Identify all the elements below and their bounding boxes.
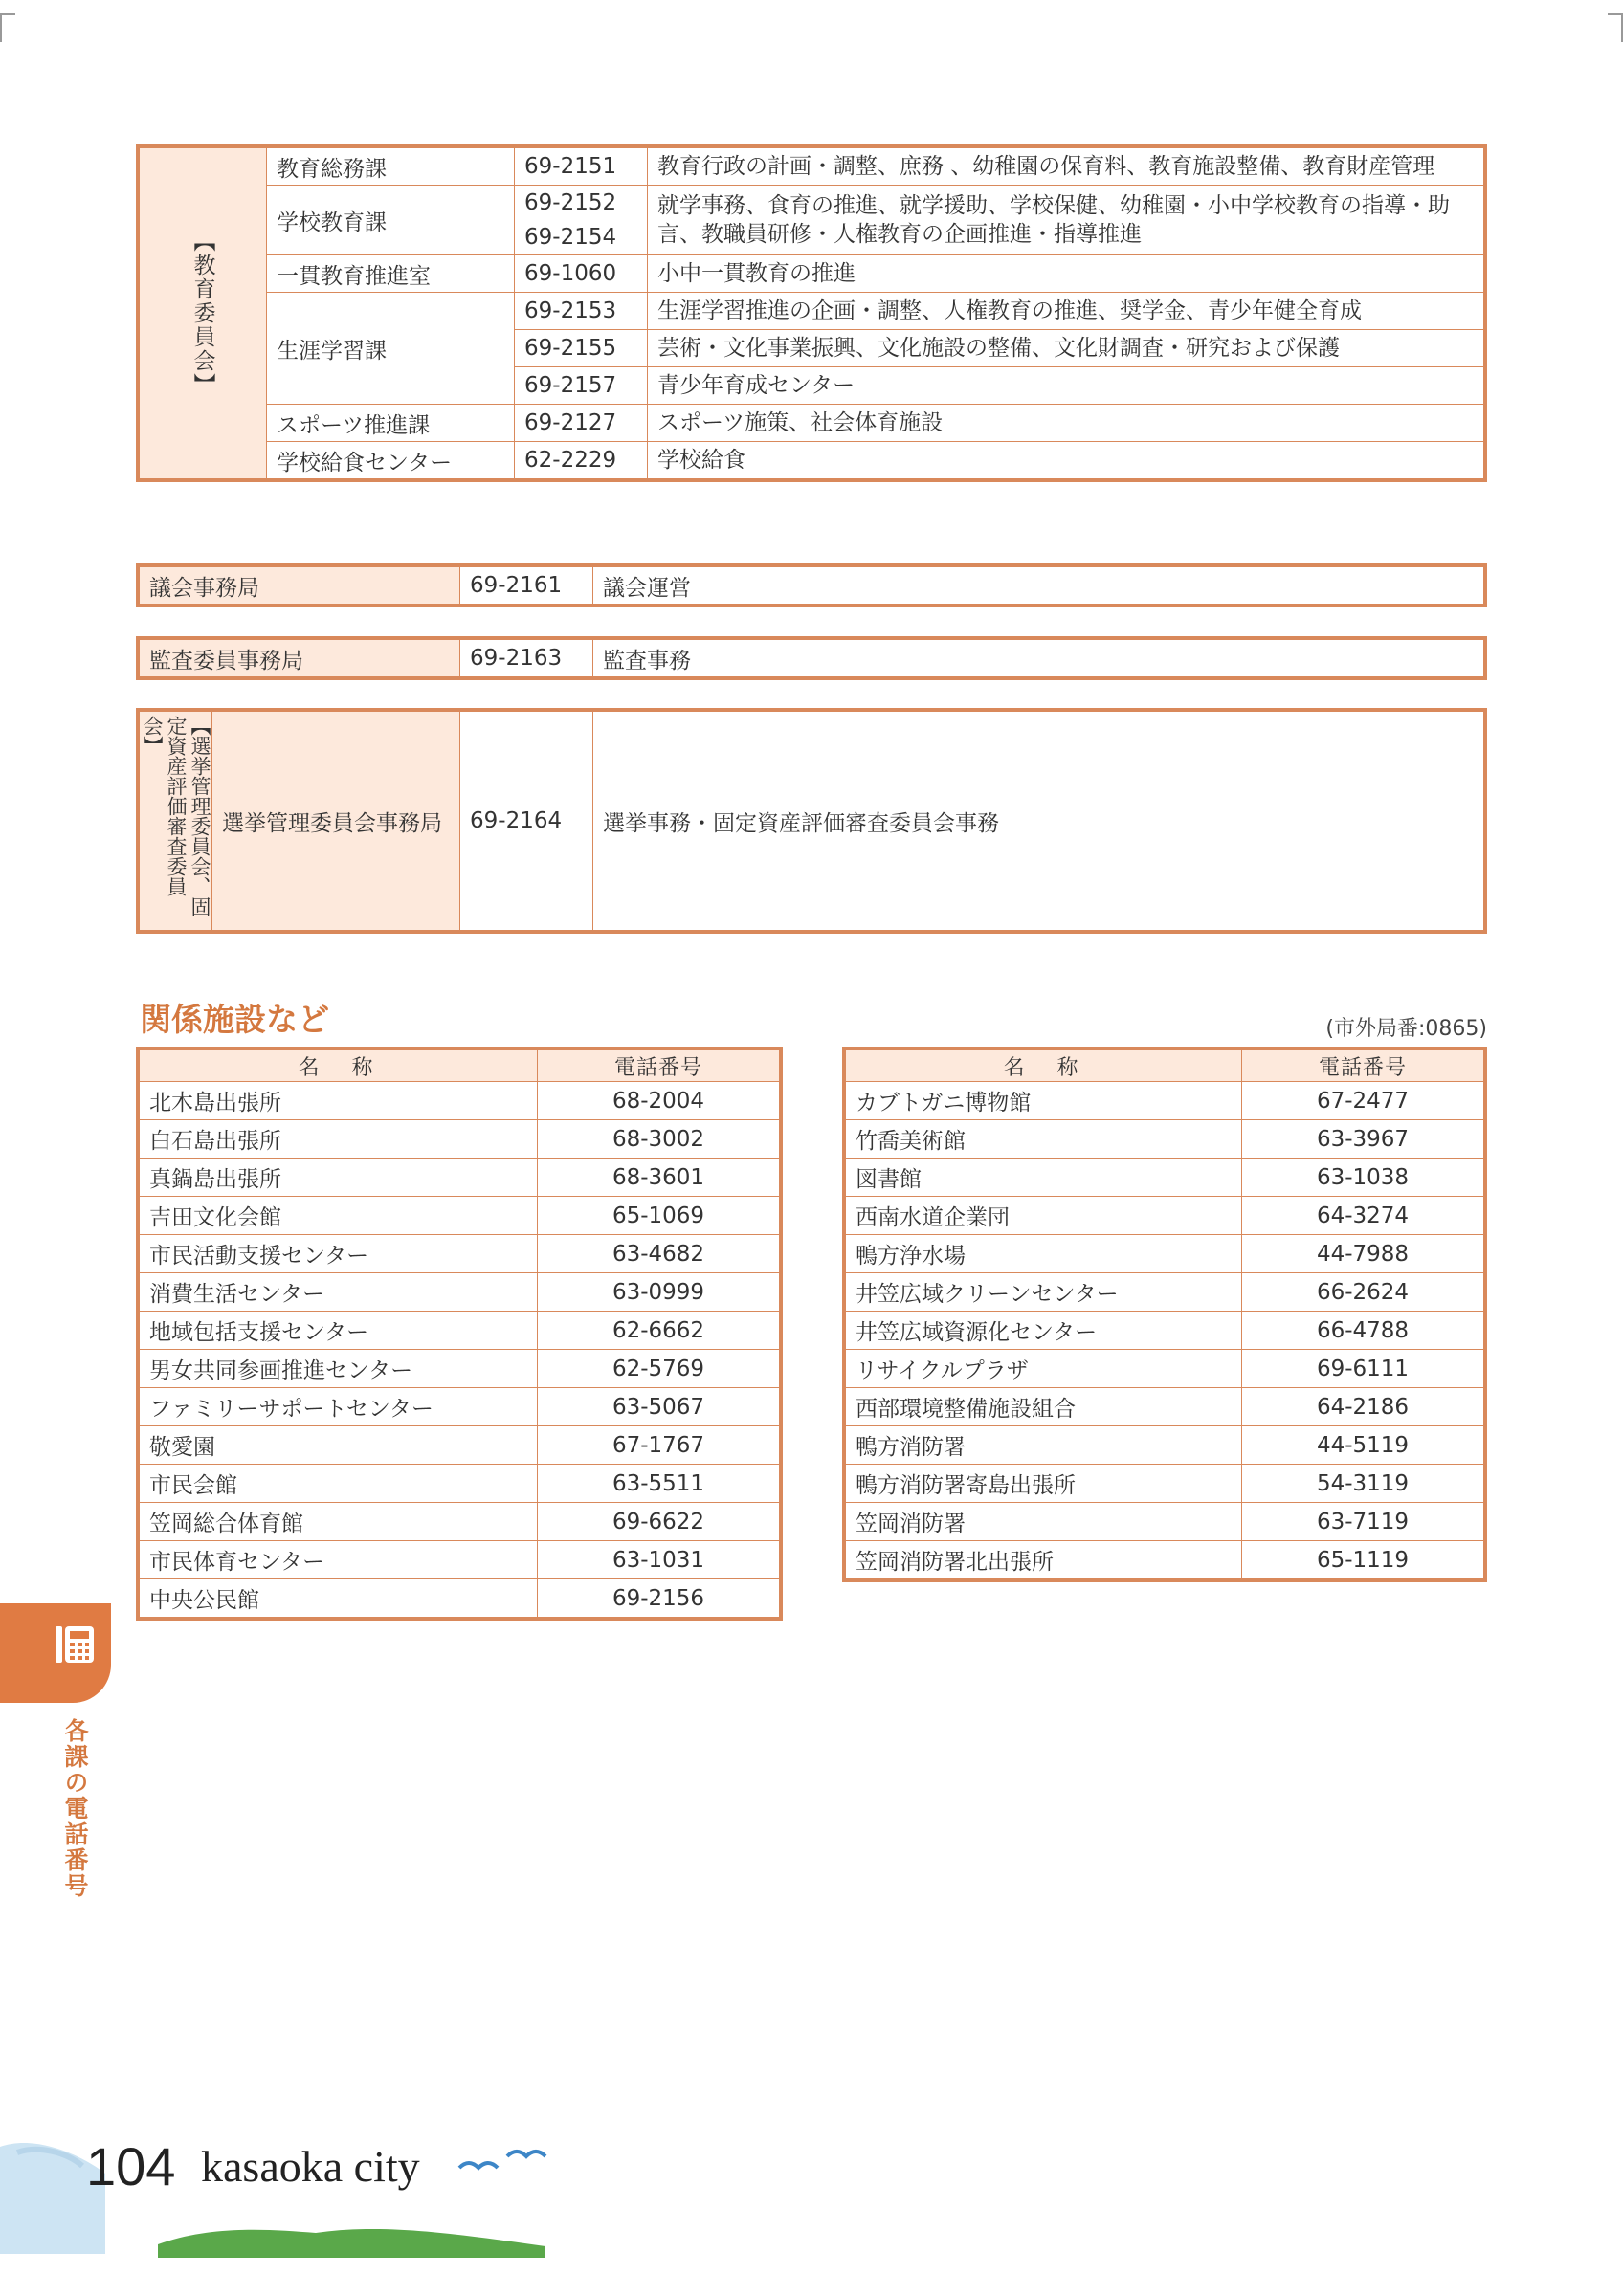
dept-name: 選挙管理委員会事務局 bbox=[212, 710, 460, 932]
facility-phone: 64-2186 bbox=[1242, 1388, 1486, 1426]
dept-name: 議会事務局 bbox=[138, 565, 460, 606]
facility-phone: 63-0999 bbox=[538, 1273, 782, 1312]
election-group-cell bbox=[138, 710, 212, 932]
facility-row bbox=[138, 1388, 781, 1426]
facility-phone: 62-5769 bbox=[538, 1350, 782, 1388]
facility-name: 市民体育センター bbox=[138, 1541, 538, 1579]
phone-number: 69-2153 bbox=[515, 293, 648, 330]
facility-name: リサイクルプラザ bbox=[844, 1350, 1242, 1388]
facility-phone: 63-5067 bbox=[538, 1388, 782, 1426]
phone-number: 69-1060 bbox=[515, 255, 648, 293]
facility-row bbox=[138, 1273, 781, 1312]
facility-name: 真鍋島出張所 bbox=[138, 1159, 538, 1197]
audit-office-table bbox=[136, 636, 1487, 680]
facility-name: 中央公民館 bbox=[138, 1579, 538, 1620]
facility-phone: 64-3274 bbox=[1242, 1197, 1486, 1235]
facility-name: 笠岡総合体育館 bbox=[138, 1503, 538, 1541]
facility-phone: 63-3967 bbox=[1242, 1120, 1486, 1159]
facility-phone: 63-5511 bbox=[538, 1465, 782, 1503]
facility-row bbox=[844, 1465, 1485, 1503]
facility-phone: 63-7119 bbox=[1242, 1503, 1486, 1541]
facility-phone: 65-1069 bbox=[538, 1197, 782, 1235]
facility-row bbox=[844, 1159, 1485, 1197]
crop-mark-top-left bbox=[0, 13, 15, 42]
facility-name: 笠岡消防署北出張所 bbox=[844, 1541, 1242, 1581]
facility-phone: 66-4788 bbox=[1242, 1312, 1486, 1350]
facility-phone: 68-2004 bbox=[538, 1082, 782, 1120]
page-number: 104 bbox=[86, 2136, 176, 2197]
facility-name: 北木島出張所 bbox=[138, 1082, 538, 1120]
election-committee-table bbox=[136, 708, 1487, 934]
phone-number: 69-2164 bbox=[460, 710, 593, 932]
facility-name: 市民会館 bbox=[138, 1465, 538, 1503]
facility-name: 鴨方消防署寄島出張所 bbox=[844, 1465, 1242, 1503]
election-group-label: 【選挙管理委員会、固定資産評価審査委員会】 bbox=[141, 716, 211, 916]
phone-number: 69-2152 bbox=[524, 190, 617, 215]
facility-name: 地域包括支援センター bbox=[138, 1312, 538, 1350]
facility-row bbox=[844, 1388, 1485, 1426]
dept-description: 監査事務 bbox=[603, 648, 691, 673]
header-phone: 電話番号 bbox=[1242, 1049, 1486, 1082]
facility-row bbox=[138, 1312, 781, 1350]
facility-row bbox=[138, 1579, 781, 1620]
facility-name: 笠岡消防署 bbox=[844, 1503, 1242, 1541]
phone-number: 69-2155 bbox=[515, 330, 648, 367]
education-board-group-label: 【教育委員会】 bbox=[189, 230, 215, 397]
facility-name: 西部環境整備施設組合 bbox=[844, 1388, 1242, 1426]
facility-phone: 69-6622 bbox=[538, 1503, 782, 1541]
section-title: 関係施設など bbox=[140, 1001, 329, 1038]
facility-phone: 63-1031 bbox=[538, 1541, 782, 1579]
facility-name: 敬愛園 bbox=[138, 1426, 538, 1465]
facility-phone: 63-1038 bbox=[1242, 1159, 1486, 1197]
facility-phone: 65-1119 bbox=[1316, 1547, 1410, 1573]
facility-name: 吉田文化会館 bbox=[138, 1197, 538, 1235]
facility-phone: 67-2477 bbox=[1242, 1082, 1486, 1120]
side-tab-label: 各課の電話番号 bbox=[61, 1718, 89, 1899]
facility-row bbox=[844, 1503, 1485, 1541]
facility-name: 竹喬美術館 bbox=[844, 1120, 1242, 1159]
facility-row bbox=[138, 1159, 781, 1197]
facility-row bbox=[138, 1465, 781, 1503]
facility-row bbox=[138, 1426, 781, 1465]
phone-number: 69-2161 bbox=[460, 565, 593, 606]
facility-row bbox=[138, 1197, 781, 1235]
facility-row bbox=[138, 1503, 781, 1541]
facility-row bbox=[138, 1235, 781, 1273]
facility-name: 井笠広域資源化センター bbox=[844, 1312, 1242, 1350]
facility-row bbox=[844, 1197, 1485, 1235]
facility-row bbox=[844, 1541, 1485, 1581]
crop-mark-top-right bbox=[1608, 13, 1623, 42]
facility-phone: 54-3119 bbox=[1242, 1465, 1486, 1503]
facility-phone: 44-5119 bbox=[1242, 1426, 1486, 1465]
assembly-office-table bbox=[136, 563, 1487, 607]
facility-phone: 68-3601 bbox=[538, 1159, 782, 1197]
phone-number: 69-2157 bbox=[515, 367, 648, 405]
dept-description: 学校給食 bbox=[657, 448, 745, 473]
side-tab bbox=[0, 1603, 111, 1703]
area-code-note: (市外局番:0865) bbox=[1325, 1017, 1487, 1041]
dept-name: 学校教育課 bbox=[267, 186, 515, 255]
dept-name: 一貫教育推進室 bbox=[267, 255, 515, 293]
dept-description: 教育行政の計画・調整、庶務 、幼稚園の保育料、教育施設整備、教育財産管理 bbox=[648, 146, 1486, 186]
facility-row bbox=[844, 1426, 1485, 1465]
facility-row bbox=[138, 1082, 781, 1120]
dept-description: 生涯学習推進の企画・調整、人権教育の推進、奨学金、青少年健全育成 bbox=[648, 293, 1486, 330]
phone-number-cell bbox=[515, 186, 648, 255]
dept-description: スポーツ施策、社会体育施設 bbox=[648, 405, 1486, 442]
facility-name: ファミリーサポートセンター bbox=[138, 1388, 538, 1426]
dept-name: 教育総務課 bbox=[267, 146, 515, 186]
facility-row bbox=[844, 1350, 1485, 1388]
facilities-table-right bbox=[842, 1047, 1487, 1582]
phone-number: 69-2127 bbox=[515, 405, 648, 442]
dept-name: 生涯学習課 bbox=[267, 293, 515, 405]
dept-description: 選挙事務・固定資産評価審査委員会事務 bbox=[603, 810, 999, 836]
facility-phone: 66-2624 bbox=[1242, 1273, 1486, 1312]
header-name: 名 称 bbox=[138, 1049, 538, 1082]
facility-phone: 44-7988 bbox=[1242, 1235, 1486, 1273]
city-name: kasaoka city bbox=[201, 2142, 420, 2191]
dept-name: 監査委員事務局 bbox=[138, 638, 460, 678]
facility-phone: 62-6662 bbox=[538, 1312, 782, 1350]
facility-row bbox=[844, 1235, 1485, 1273]
facility-phone: 67-1767 bbox=[538, 1426, 782, 1465]
facility-name: 白石島出張所 bbox=[138, 1120, 538, 1159]
education-board-group-cell bbox=[138, 146, 267, 480]
facility-phone: 69-2156 bbox=[611, 1585, 705, 1611]
dept-description: 小中一貫教育の推進 bbox=[648, 255, 1486, 293]
facility-phone: 63-4682 bbox=[538, 1235, 782, 1273]
dept-name: 学校給食センター bbox=[267, 442, 515, 481]
facility-name: カブトガニ博物館 bbox=[844, 1082, 1242, 1120]
dept-description: 議会運営 bbox=[603, 575, 691, 601]
facility-row bbox=[844, 1120, 1485, 1159]
facility-row bbox=[844, 1273, 1485, 1312]
facility-name: 鴨方消防署 bbox=[844, 1426, 1242, 1465]
header-name: 名 称 bbox=[844, 1049, 1242, 1082]
facilities-table-left bbox=[136, 1047, 783, 1621]
facility-name: 市民活動支援センター bbox=[138, 1235, 538, 1273]
dept-description: 芸術・文化事業振興、文化施設の整備、文化財調査・研究および保護 bbox=[648, 330, 1486, 367]
dept-description: 就学事務、食育の推進、就学援助、学校保健、幼稚園・小中学校教育の指導・助言、教職員研修・人権教育の企画推進・指導推進 bbox=[648, 186, 1486, 255]
dept-name: スポーツ推進課 bbox=[267, 405, 515, 442]
facility-row bbox=[844, 1082, 1485, 1120]
facility-name: 鴨方浄水場 bbox=[844, 1235, 1242, 1273]
phone-icon bbox=[54, 1623, 100, 1668]
phone-number: 69-2163 bbox=[460, 638, 593, 678]
facility-name: 男女共同参画推進センター bbox=[138, 1350, 538, 1388]
facility-row bbox=[138, 1350, 781, 1388]
facility-phone: 68-3002 bbox=[538, 1120, 782, 1159]
education-board-table bbox=[136, 144, 1487, 482]
facility-name: 井笠広域クリーンセンター bbox=[844, 1273, 1242, 1312]
phone-number: 69-2154 bbox=[524, 225, 617, 250]
facility-name: 西南水道企業団 bbox=[844, 1197, 1242, 1235]
dept-description: 青少年育成センター bbox=[648, 367, 1486, 405]
facility-name: 図書館 bbox=[844, 1159, 1242, 1197]
facility-phone: 69-6111 bbox=[1242, 1350, 1486, 1388]
facility-row bbox=[844, 1312, 1485, 1350]
facility-row bbox=[138, 1541, 781, 1579]
facility-name: 消費生活センター bbox=[138, 1273, 538, 1312]
header-phone: 電話番号 bbox=[538, 1049, 782, 1082]
phone-number: 62-2229 bbox=[515, 442, 648, 481]
phone-number: 69-2151 bbox=[515, 146, 648, 186]
facility-row bbox=[138, 1120, 781, 1159]
